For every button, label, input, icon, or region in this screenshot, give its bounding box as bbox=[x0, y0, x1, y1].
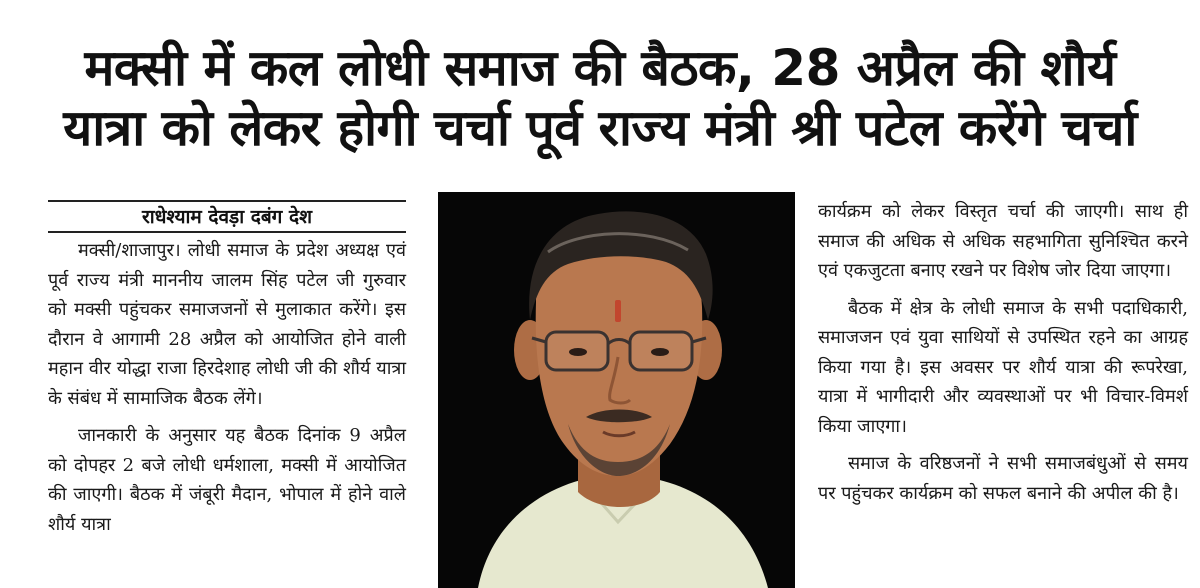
right-column bbox=[818, 197, 1188, 508]
left-column bbox=[48, 236, 406, 539]
paragraph: समाज के वरिष्ठजनों ने सभी समाजबंधुओं से समय पर पहुंचकर कार्यक्रम को सफल बनाने की अपील की है। bbox=[818, 453, 1188, 504]
paragraph: मक्सी/शाजापुर। लोधी समाज के प्रदेश अध्यक्ष एवं पूर्व राज्य मंत्री माननीय जालम सिंह पटेल जी गुरुवार को मक्सी पहुंचकर समाजजनों से मुलाकात करेंगे। इस दौरान वे आगामी 28 अप्रैल को आयोजित होने वाली महान वीर योद्धा राजा हिरदेशाह लोधी जी की शौर्य यात्रा के संबंध में सामाजिक बैठक लेंगे। bbox=[48, 240, 406, 409]
paragraph: जानकारी के अनुसार यह बैठक दिनांक 9 अप्रैल को दोपहर 2 बजे लोधी धर्मशाला, मक्सी में आयोजित की जाएगी। बैठक में जंबूरी मैदान, भोपाल में होने वाले शौर्य यात्रा bbox=[48, 425, 406, 535]
byline: राधेश्याम देवड़ा दबंग देश bbox=[48, 200, 406, 233]
headline-line-1: मक्सी में कल लोधी समाज की बैठक, 28 अप्रैल की शौर्य bbox=[84, 39, 1116, 97]
portrait-photo bbox=[438, 192, 795, 588]
headline bbox=[0, 38, 1200, 158]
portrait-illustration bbox=[438, 192, 795, 588]
headline-line-2: यात्रा को लेकर होगी चर्चा पूर्व राज्य मंत्री श्री पटेल करेंगे चर्चा bbox=[63, 99, 1137, 157]
paragraph: कार्यक्रम को लेकर विस्तृत चर्चा की जाएगी। साथ ही समाज की अधिक से अधिक सहभागिता सुनिश्चित करने एवं एकजुटता बनाए रखने पर विशेष जोर दिया जाएगा। bbox=[818, 201, 1188, 281]
paragraph: बैठक में क्षेत्र के लोधी समाज के सभी पदाधिकारी, समाजजन एवं युवा साथियों से उपस्थित रहने का आग्रह किया गया है। इस अवसर पर शौर्य यात्रा की रूपरेखा, यात्रा में भागीदारी और व्यवस्थाओं पर भी विचार-विमर्श किया जाएगा। bbox=[818, 297, 1188, 437]
